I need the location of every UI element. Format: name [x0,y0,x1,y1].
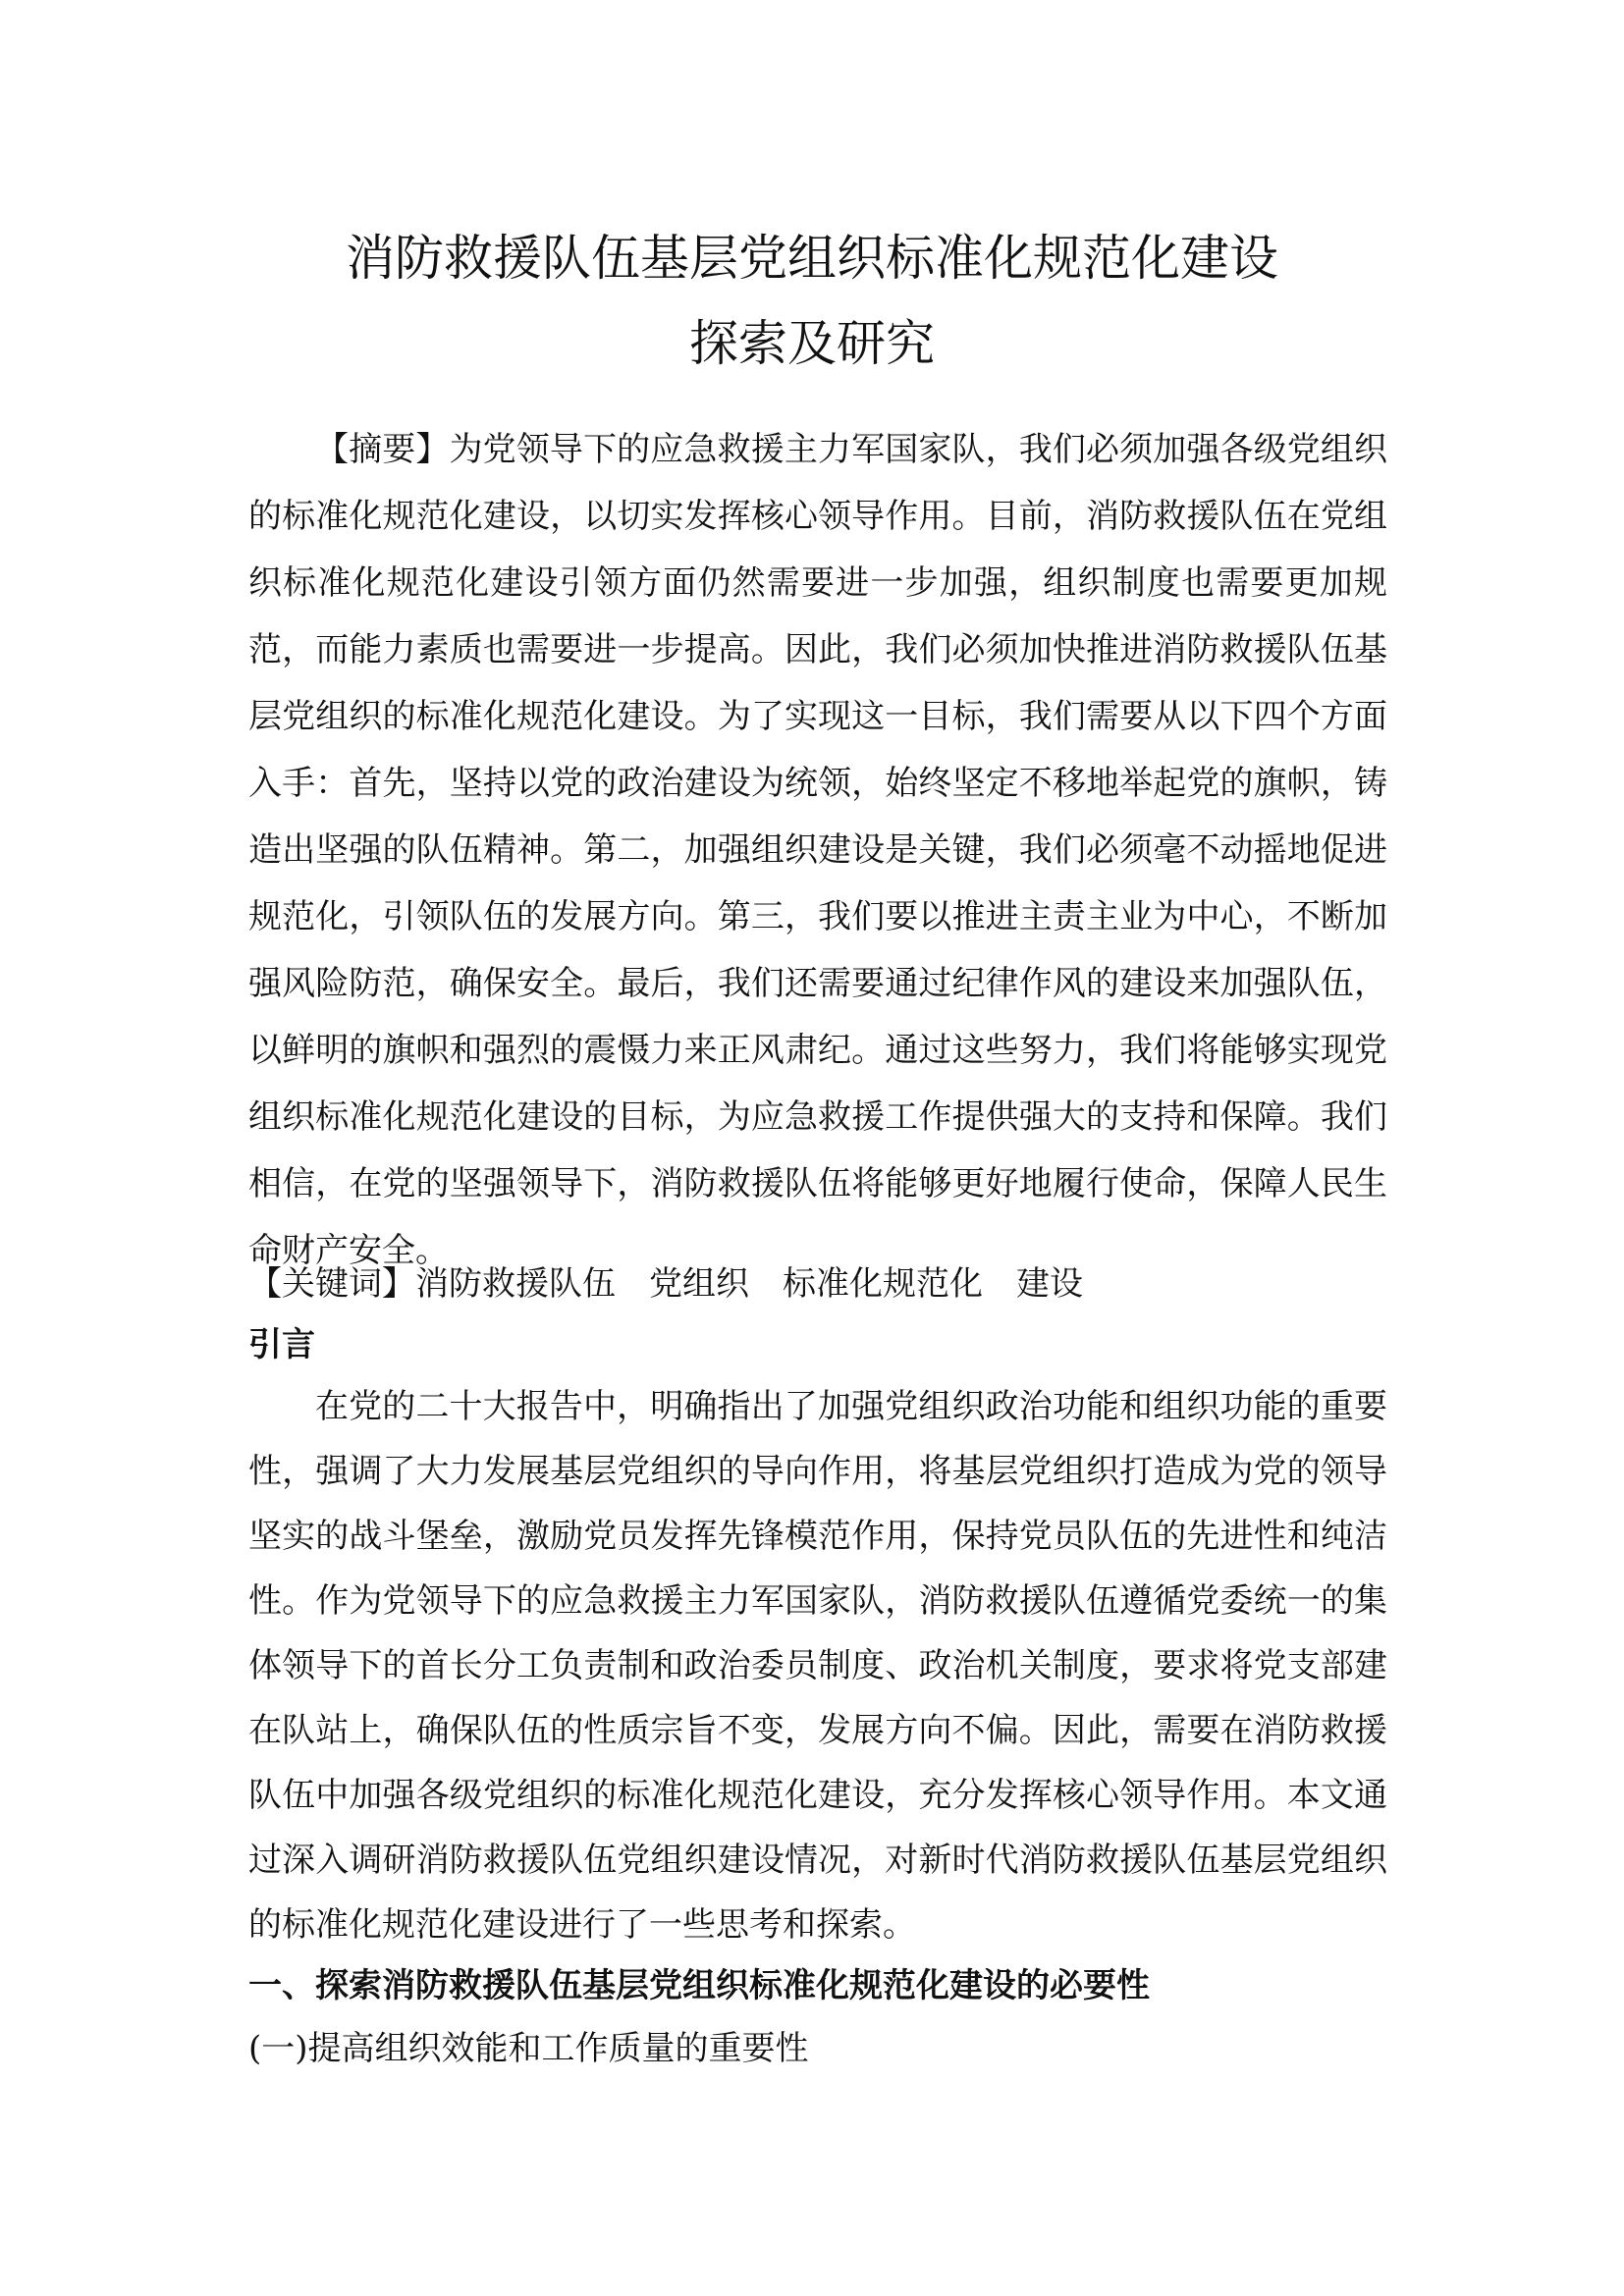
intro-line: 性，强调了大力发展基层党组织的导向作用，将基层党组织打造成为党的领导 [248,1452,1387,1491]
intro-line: 坚实的战斗堡垒，激励党员发挥先锋模范作用，保持党员队伍的先进性和纯洁 [248,1517,1387,1556]
keyword: 建设 [1016,1264,1083,1304]
abstract-line: 以鲜明的旗帜和强烈的震慑力来正风肃纪。通过这些努力，我们将能够实现党 [248,1031,1387,1070]
keywords-label: 【关键词】 [248,1264,415,1304]
abstract-line: 强风险防范，确保安全。最后，我们还需要通过纪律作风的建设来加强队伍， [248,964,1387,1003]
keywords [248,1255,1116,1313]
abstract-line: 相信，在党的坚强领导下，消防救援队伍将能够更好地履行使命，保障人民生 [248,1164,1387,1203]
keyword: 标准化规范化 [783,1264,983,1304]
abstract-label: 【摘要】 [315,430,450,469]
abstract-line: 范，而能力素质也需要进一步提高。因此，我们必须加快推进消防救援队伍基 [248,630,1387,669]
document-title-line2: 探索及研究 [689,315,935,372]
document-title-line1: 消防救援队伍基层党组织标准化规范化建设 [346,230,1278,287]
intro-line: 性。作为党领导下的应急救援主力军国家队，消防救援队伍遵循党委统一的集 [248,1581,1387,1621]
abstract-line: 的标准化规范化建设，以切实发挥核心领导作用。目前，消防救援队伍在党组 [248,497,1387,536]
keyword: 消防救援队伍 [415,1264,616,1304]
abstract-line: 入手：首先，坚持以党的政治建设为统领，始终坚定不移地举起党的旗帜，铸 [248,764,1387,803]
abstract-line: 层党组织的标准化规范化建设。为了实现这一目标，我们需要从以下四个方面 [248,697,1387,736]
intro-line: 过深入调研消防救援队伍党组织建设情况，对新时代消防救援队伍基层党组织 [248,1841,1387,1880]
intro-paragraph [248,1374,1387,1957]
intro-line: 队伍中加强各级党组织的标准化规范化建设，充分发挥核心领导作用。本文通 [248,1776,1387,1815]
abstract [248,416,1387,1284]
intro-heading: 引言 [248,1325,315,1364]
subsection-heading: (一)提高组织效能和工作质量的重要性 [248,2029,809,2068]
abstract-line: 造出坚强的队伍精神。第二，加强组织建设是关键，我们必须毫不动摇地促进 [248,830,1387,870]
abstract-line: 规范化，引领队伍的发展方向。第三，我们要以推进主责主业为中心，不断加 [248,897,1387,936]
intro-line: 体领导下的首长分工负责制和政治委员制度、政治机关制度，要求将党支部建 [248,1646,1387,1685]
abstract-line: 命财产安全。 [248,1231,449,1270]
abstract-line: 组织标准化规范化建设的目标，为应急救援工作提供强大的支持和保障。我们 [248,1097,1387,1137]
intro-line: 在队站上，确保队伍的性质宗旨不变，发展方向不偏。因此，需要在消防救援 [248,1711,1387,1750]
abstract-line: 织标准化规范化建设引领方面仍然需要进一步加强，组织制度也需要更加规 [248,563,1387,603]
intro-line: 在党的二十大报告中，明确指出了加强党组织政治功能和组织功能的重要 [315,1387,1387,1426]
intro-line: 的标准化规范化建设进行了一些思考和探索。 [248,1905,916,1945]
section-heading: 一、探索消防救援队伍基层党组织标准化规范化建设的必要性 [248,1966,1150,2005]
abstract-line: 【摘要】为党领导下的应急救援主力军国家队，我们必须加强各级党组织 [315,430,1388,469]
keyword: 党组织 [649,1264,749,1304]
